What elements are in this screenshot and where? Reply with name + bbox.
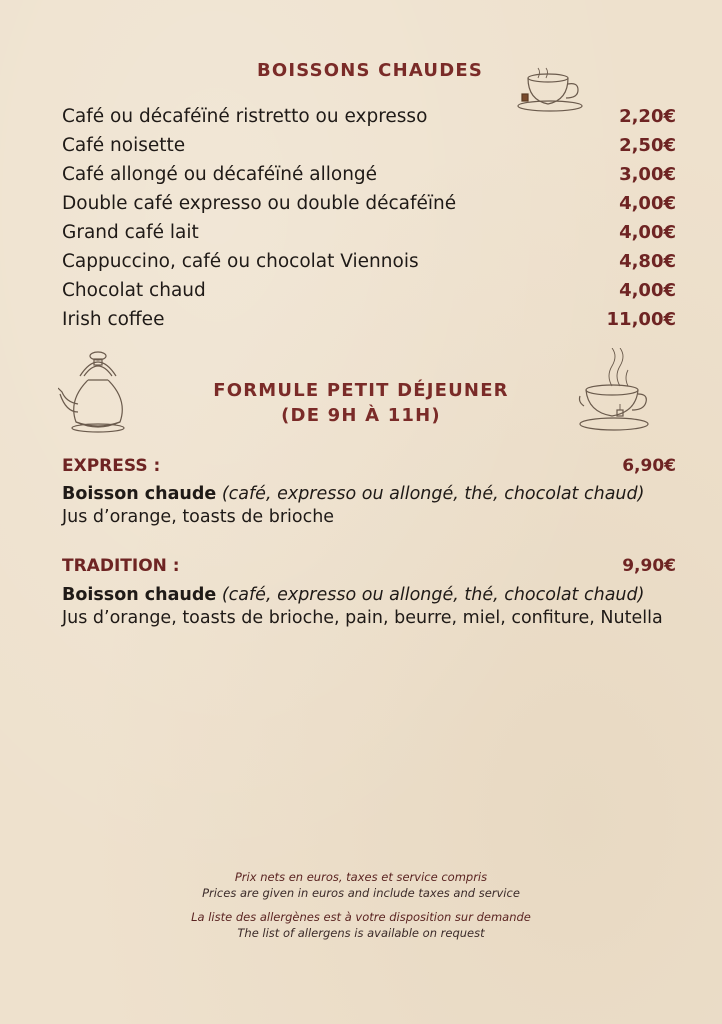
item-price: 4,00€ [619, 280, 676, 301]
formula-name: EXPRESS : [62, 456, 161, 476]
formula-description [62, 484, 702, 504]
footer-prices-en: Prices are given in euros and include taxes and service [202, 886, 520, 900]
formula-drink-options: (café, expresso ou allongé, thé, chocolat chaud) [221, 484, 645, 504]
section-title-breakfast: FORMULE PETIT DÉJEUNER [213, 380, 509, 401]
item-price: 4,00€ [619, 222, 676, 243]
formula-description [62, 585, 702, 605]
formula-name: TRADITION : [62, 556, 180, 576]
menu-item [62, 251, 676, 279]
menu-item [62, 193, 676, 221]
item-name: Irish coffee [62, 309, 165, 330]
formula-extras: Jus d’orange, toasts de brioche [62, 507, 335, 527]
formula-drink: Boisson chaude [62, 484, 217, 504]
formula-extras: Jus d’orange, toasts de brioche, pain, beurre, miel, confiture, Nutella [62, 608, 663, 628]
item-price: 4,00€ [619, 193, 676, 214]
item-price: 2,20€ [619, 106, 676, 127]
formula-price: 6,90€ [622, 456, 676, 476]
menu-item [62, 135, 676, 163]
item-name: Grand café lait [62, 222, 199, 243]
section-subtitle-hours: (DE 9H À 11H) [281, 405, 441, 426]
item-name: Café allongé ou décaféïné allongé [62, 164, 378, 185]
item-name: Café noisette [62, 135, 186, 156]
section-title-hot-drinks: BOISSONS CHAUDES [256, 60, 484, 81]
menu-item [62, 309, 676, 337]
item-price: 11,00€ [606, 309, 676, 330]
footer-allergens-en: The list of allergens is available on request [237, 926, 485, 940]
footer-prices-fr: Prix nets en euros, taxes et service compris [234, 870, 488, 884]
item-name: Double café expresso ou double décaféïné [62, 193, 457, 214]
item-name: Café ou décaféïné ristretto ou expresso [62, 106, 428, 127]
item-price: 4,80€ [619, 251, 676, 272]
footer-allergens-fr: La liste des allergènes est à votre disposition sur demande [191, 910, 531, 924]
item-price: 2,50€ [619, 135, 676, 156]
formula-drink: Boisson chaude [62, 585, 217, 605]
menu-item [62, 164, 676, 192]
menu-item [62, 106, 676, 134]
menu-item [62, 222, 676, 250]
item-name: Cappuccino, café ou chocolat Viennois [62, 251, 419, 272]
formula-header [62, 456, 676, 476]
item-price: 3,00€ [619, 164, 676, 185]
item-name: Chocolat chaud [62, 280, 206, 301]
menu-item [62, 280, 676, 308]
formula-drink-options: (café, expresso ou allongé, thé, chocolat chaud) [221, 585, 645, 605]
formula-price: 9,90€ [622, 556, 676, 576]
formula-header [62, 556, 676, 576]
